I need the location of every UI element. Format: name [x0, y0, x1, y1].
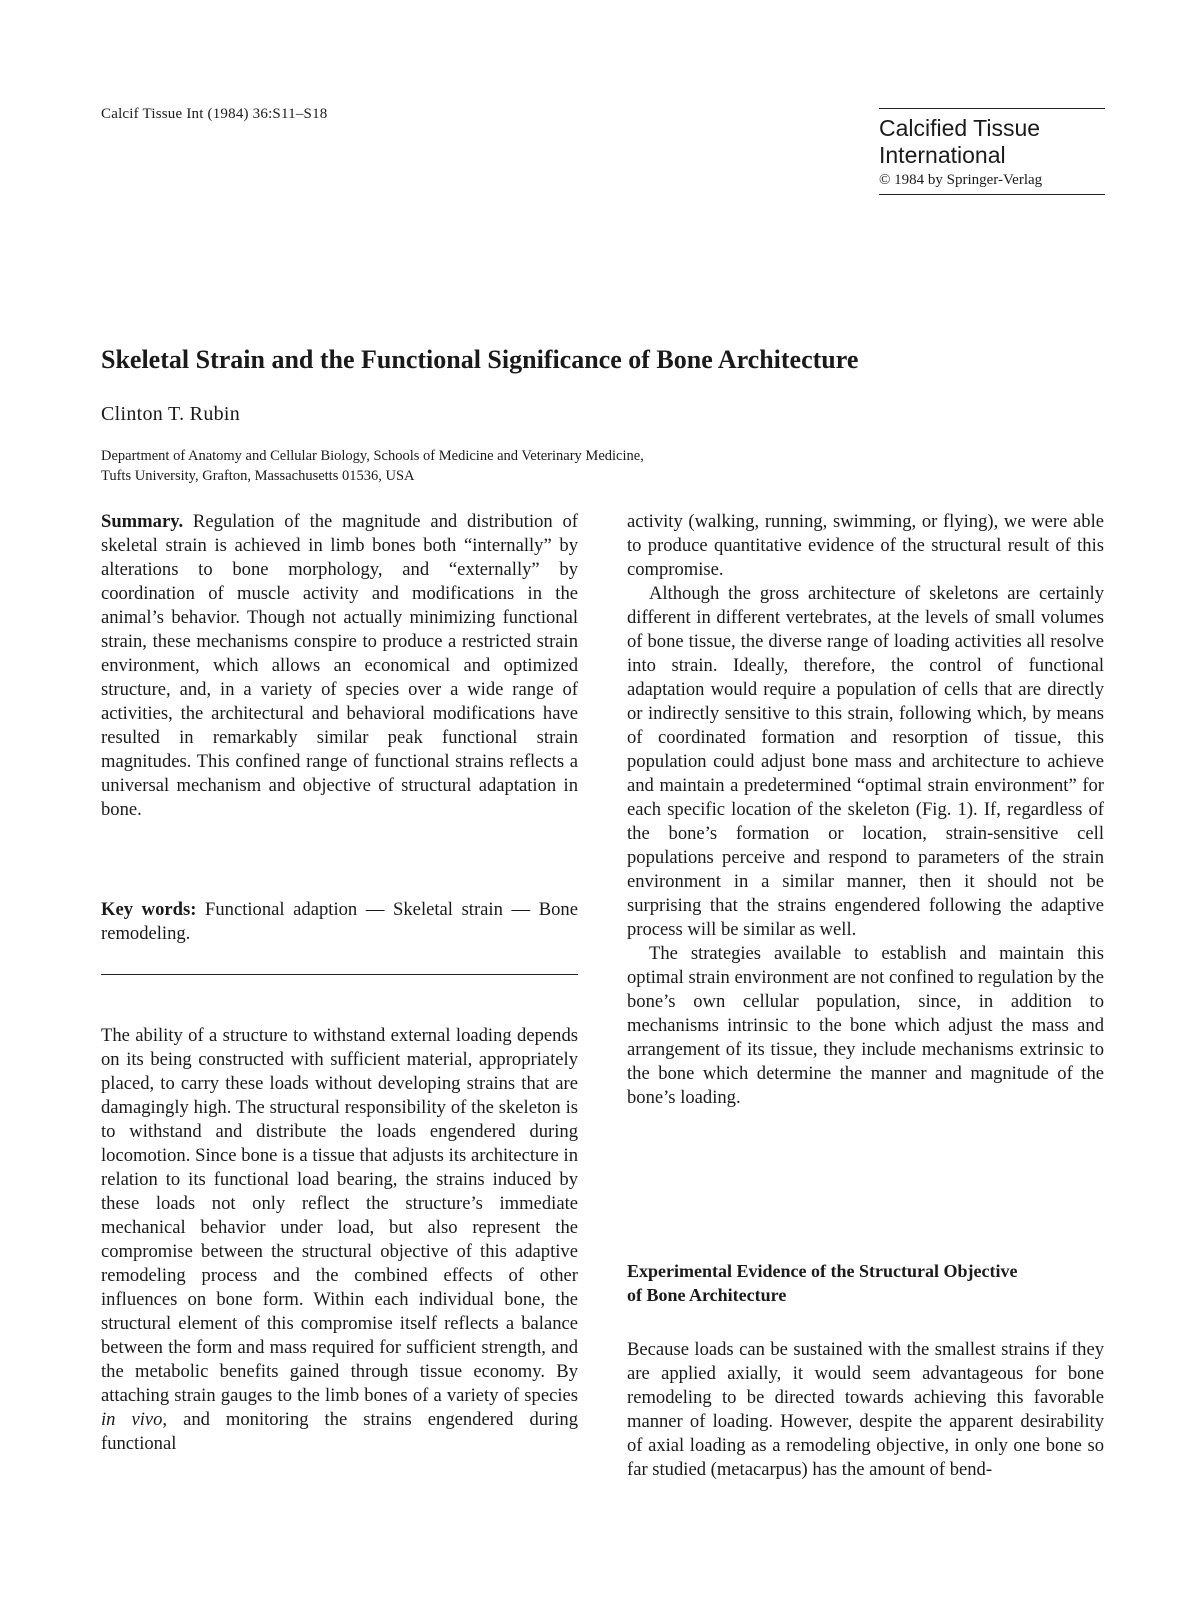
keywords-paragraph [101, 898, 578, 946]
article-title: Skeletal Strain and the Functional Significance of Bone Architecture [101, 345, 859, 374]
section-divider [101, 974, 578, 975]
keywords-label: Key words: [101, 899, 197, 920]
author-affiliation [101, 446, 644, 486]
affiliation-line-2: Tufts University, Grafton, Massachusetts 01536, USA [101, 468, 415, 484]
journal-masthead [879, 108, 1105, 195]
body-paragraph: activity (walking, running, swimming, or flying), we were able to produce quantitative evidence of the structural result of this compromise. [627, 511, 1104, 580]
keywords-block [101, 898, 578, 946]
journal-citation: Calcif Tissue Int (1984) 36:S11–S18 [101, 106, 328, 122]
journal-name-line1: Calcified Tissue [879, 115, 1041, 141]
summary-paragraph [101, 510, 578, 822]
keywords-text: Functional adaption — Skeletal strain — Bone remodeling. [101, 899, 578, 944]
body-text: and monitoring the strains engendered during functional [101, 1409, 578, 1454]
affiliation-line-1: Department of Anatomy and Cellular Biology, Schools of Medicine and Veterinary Medicine, [101, 448, 644, 464]
body-paragraph: Although the gross architecture of skeletons are certainly different in different vertebrates, at the levels of small volumes of bone tissue, the diverse range of loading activities all resolve into strain. Ideally, therefore, the control of functional adaptation would require a population of cells that are directly or indirectly sensitive to this strain, following which, by means of coordinated formation and resorption of tissue, this population could adjust bone mass and architecture to achieve and maintain a predetermined “optimal strain environment” for each specific location of the skeleton (Fig. 1). If, regardless of the bone’s formation or location, strain-sensitive cell populations perceive and respond to parameters of the strain environment in a similar manner, then it should not be surprising that the strains engendered following the adaptive process will be similar as well. [627, 583, 1104, 940]
body-text: The ability of a structure to withstand external loading depends on its being constructed with sufficient material, appropriately placed, to carry these loads without developing strains that are damagingly high. The structural responsibility of the skeleton is to withstand and distribute the loads engendered during locomotion. Since bone is a tissue that adjusts its architecture in relation to its functional load bearing, the strains induced by these loads not only reflect the structure’s immediate mechanical behavior under load, but also represent the compromise between the structural objective of this adaptive remodeling process and the combined effects of other influences on bone form. Within each individual bone, the structural element of this compromise itself reflects a balance between the form and mass required for sufficient strength, and the metabolic benefits gained through tissue economy. By attaching strain gauges to the limb bones of a variety of species [101, 1025, 578, 1406]
section-heading-line-2: of Bone Architecture [627, 1285, 787, 1305]
section-heading-line-1: Experimental Evidence of the Structural Objective [627, 1261, 1018, 1281]
body-paragraph: The strategies available to establish and maintain this optimal strain environment are not confined to regulation by the bone’s own cellular population, since, in addition to mechanisms intrinsic to the bone which adjust the mass and arrangement of its tissue, they include mechanisms extrinsic to the bone which determine the manner and magnitude of the bone’s loading. [627, 943, 1104, 1108]
journal-name-line2: International [879, 142, 1006, 168]
body-column-right [627, 510, 1104, 1110]
body-column-left [101, 1024, 578, 1456]
body-paragraph [101, 1024, 578, 1456]
summary-block [101, 510, 578, 822]
body-paragraph: Because loads can be sustained with the smallest strains if they are applied axially, it would seem advantageous for bone remodeling to be directed towards achieving this favorable manner of loading. However, despite the apparent desirability of axial loading as a remodeling objective, in only one bone so far studied (metacarpus) has the amount of bend- [627, 1339, 1104, 1480]
summary-text: Regulation of the magnitude and distribution of skeletal strain is achieved in limb bones both “internally” by alterations to bone morphology, and “externally” by coordination of muscle activity and modifications in the animal’s behavior. Though not actually minimizing functional strain, these mechanisms conspire to produce a restricted strain environment, which allows an economical and optimized structure, and, in a variety of species over a wide range of activities, the architectural and behavioral modifications have resulted in remarkably similar peak functional strain magnitudes. This confined range of functional strains reflects a universal mechanism and objective of structural adaptation in bone. [101, 511, 578, 820]
body-italic-text: in vivo, [101, 1409, 168, 1430]
article-author: Clinton T. Rubin [101, 403, 241, 425]
summary-label: Summary. [101, 511, 184, 532]
section-body [627, 1338, 1104, 1482]
section-heading [627, 1259, 1104, 1307]
copyright-notice: © 1984 by Springer-Verlag [879, 172, 1043, 188]
